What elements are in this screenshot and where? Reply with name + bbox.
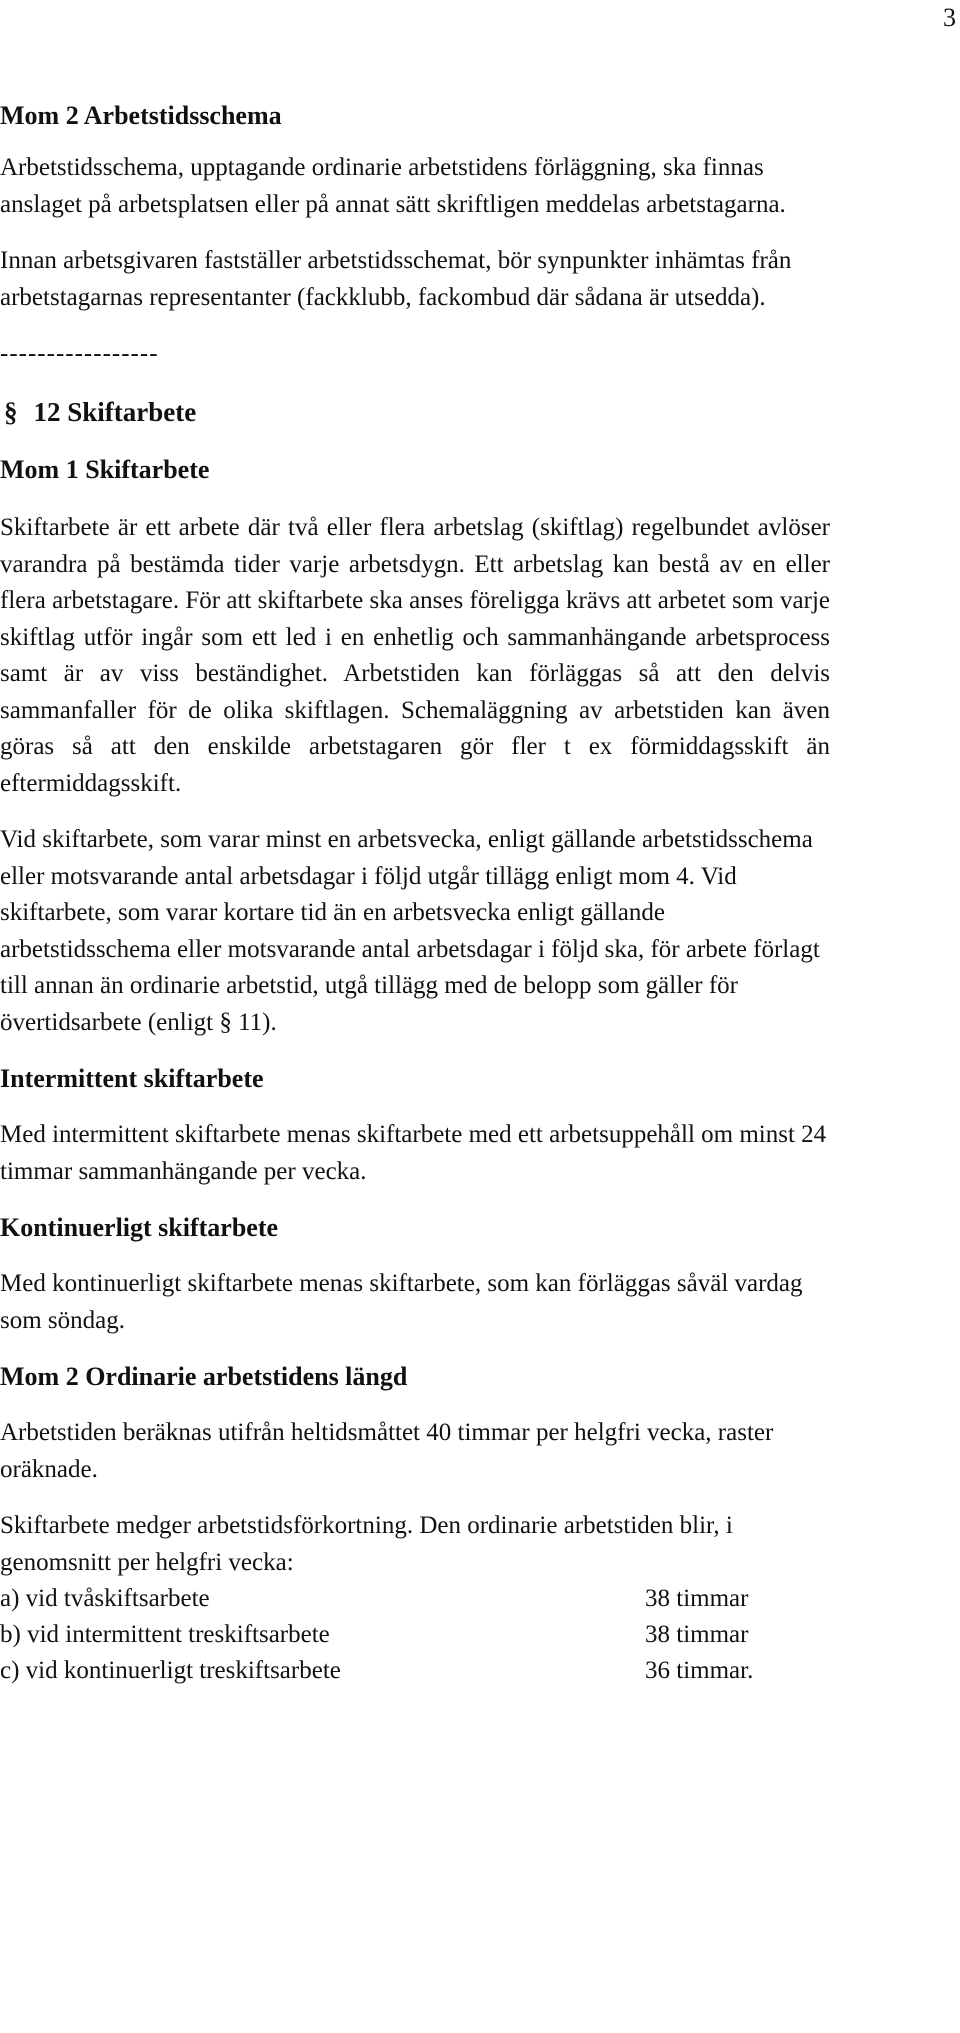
section-title-text: 12 Skiftarbete: [33, 397, 197, 427]
mom2-paragraph-2: Innan arbetsgivaren fastställer arbetstidsschemat, bör synpunkter inhämtas från arbetstagarnas representanter (fackklubb, fackombud där sådana är utsedda).: [0, 247, 792, 311]
hours-row-label: b) vid intermittent treskiftsarbete: [0, 1621, 330, 1648]
hours-row: [0, 1617, 830, 1653]
hours-row-value: 38 timmar: [645, 1621, 749, 1648]
section-sign: §: [4, 397, 18, 427]
intermittent-paragraph: Med intermittent skiftarbete menas skiftarbete med ett arbetsuppehåll om minst 24 timmar sammanhängande per vecka.: [0, 1121, 827, 1185]
kontinuerligt-heading: Kontinuerligt skiftarbete: [0, 1213, 279, 1242]
section-title: [0, 394, 830, 430]
hours-row-label: c) vid kontinuerligt treskiftsarbete: [0, 1657, 341, 1684]
mom2b-paragraph-1: Arbetstiden beräknas utifrån heltidsmåttet 40 timmar per helgfri vecka, raster oräknade.: [0, 1419, 774, 1483]
mom2b-paragraph-2: Skiftarbete medger arbetstidsförkortning. Den ordinarie arbetstiden blir, i genomsnitt per helgfri vecka:: [0, 1512, 733, 1576]
divider-line: -----------------: [0, 340, 159, 367]
hours-row: [0, 1581, 830, 1617]
mom2b-heading: Mom 2 Ordinarie arbetstidens längd: [0, 1362, 408, 1391]
kontinuerligt-paragraph: Med kontinuerligt skiftarbete menas skiftarbete, som kan förläggas såväl vardag som söndag.: [0, 1270, 803, 1334]
hours-row-value: 38 timmar: [645, 1585, 749, 1612]
mom1-paragraph-1: Skiftarbete är ett arbete där två eller flera arbetslag (skiftlag) regelbundet avlöser varandra på bestämda tider varje arbetsdygn. Ett arbetslag kan bestå av en eller flera arbetstagare. För att skiftarbete ska anses föreligga krävs att arbetet som varje skiftlag utför ingår som ett led i en enhetlig och sammanhängande arbetsprocess samt är av viss beständighet. Arbetstiden kan förläggas så att den delvis sammanfaller för de olika skiftlagen. Schemaläggning av arbetstiden kan även göras så att den enskilde arbetstagaren gör fler t ex förmiddagsskift än eftermiddagsskift.: [0, 514, 830, 797]
mom2-heading: Mom 2 Arbetstidsschema: [0, 101, 282, 130]
mom1-paragraph-2: Vid skiftarbete, som varar minst en arbetsvecka, enligt gällande arbetstidsschema eller motsvarande antal arbetsdagar i följd utgår tillägg enligt mom 4. Vid skiftarbete, som varar kortare tid än en arbetsvecka enligt gällande arbetstidsschema eller motsvarande antal arbetsdagar i följd ska, för arbete förlagt till annan än ordinarie arbetstid, utgå tillägg med de belopp som gäller för övertidsarbete (enligt § 11).: [0, 826, 820, 1036]
hours-row-label: a) vid tvåskiftsarbete: [0, 1585, 210, 1612]
hours-row-value: 36 timmar.: [645, 1657, 754, 1684]
mom1-heading: Mom 1 Skiftarbete: [0, 455, 210, 484]
intermittent-heading: Intermittent skiftarbete: [0, 1064, 264, 1093]
page-number: 3: [943, 3, 956, 32]
mom2-paragraph-1: Arbetstidsschema, upptagande ordinarie arbetstidens förläggning, ska finnas anslaget på arbetsplatsen eller på annat sätt skriftligen meddelas arbetstagarna.: [0, 154, 786, 218]
page-content: [0, 98, 830, 1689]
hours-row: [0, 1653, 830, 1689]
